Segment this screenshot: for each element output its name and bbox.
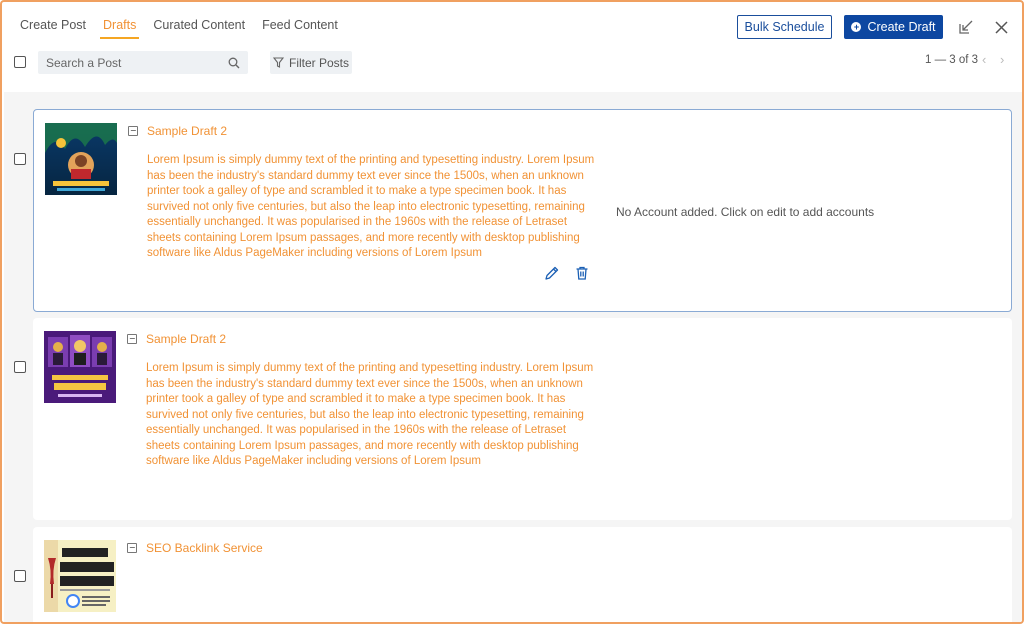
search-icon[interactable]: [228, 57, 240, 69]
filter-icon: [273, 57, 284, 68]
post-card[interactable]: [33, 318, 1012, 520]
tab-create-post[interactable]: Create Post: [20, 18, 87, 32]
post-title[interactable]: Sample Draft 2: [147, 124, 228, 138]
post-card[interactable]: [33, 109, 1012, 312]
search-box: [38, 51, 248, 74]
post-thumbnail: [44, 540, 116, 612]
post-title[interactable]: Sample Draft 2: [146, 332, 227, 346]
create-draft-label: Create Draft: [867, 20, 936, 34]
trash-icon[interactable]: [574, 265, 590, 281]
post-checkbox[interactable]: [14, 153, 26, 165]
post-title[interactable]: SEO Backlink Service: [146, 541, 263, 555]
tab-curated-content[interactable]: Curated Content: [153, 18, 246, 32]
search-input[interactable]: [46, 56, 228, 70]
create-draft-button[interactable]: [844, 15, 943, 39]
image-icon: [127, 334, 137, 344]
post-card[interactable]: [33, 527, 1012, 624]
close-icon[interactable]: [992, 18, 1010, 36]
post-body: Lorem Ipsum is simply dummy text of the printing and typesetting industry. Lorem Ipsum has been the industry's standard dummy text ever since the 1500s, when an unknown printer took a galley of type and scrambled it to make a type specimen book. It has survived not only five centuries, but also the leap into electronic typesetting, remaining essentially unchanged. It was popularised in the 1960s with the release of Letraset sheets containing Lorem Ipsum passages, and more recently with desktop publishing software like Aldus PageMaker including versions of Lorem Ipsum: [146, 362, 594, 467]
filter-label: Filter Posts: [288, 55, 349, 70]
pagination-info: 1 — 3 of 3: [925, 54, 979, 66]
export-icon[interactable]: [957, 18, 975, 36]
chevron-right-icon[interactable]: ›: [1000, 52, 1005, 67]
filter-posts-button[interactable]: [270, 51, 352, 74]
image-icon: [127, 543, 137, 553]
tab-bar: [20, 18, 338, 39]
post-checkbox[interactable]: [14, 361, 26, 373]
post-thumbnail: [45, 123, 117, 195]
tab-drafts[interactable]: Drafts: [103, 18, 136, 39]
account-status: No Account added. Click on edit to add accounts: [616, 205, 875, 219]
select-all-checkbox[interactable]: [14, 56, 26, 68]
edit-icon[interactable]: [544, 265, 560, 281]
bulk-schedule-button[interactable]: Bulk Schedule: [737, 15, 832, 39]
post-body: Lorem Ipsum is simply dummy text of the printing and typesetting industry. Lorem Ipsum has been the industry's standard dummy text ever since the 1500s, when an unknown printer took a galley of type and scrambled it to make a type specimen book. It has survived not only five centuries, but also the leap into electronic typesetting, remaining essentially unchanged. It was popularised in the 1960s with the release of Letraset sheets containing Lorem Ipsum passages, and more recently with desktop publishing software like Aldus PageMaker including versions of Lorem Ipsum: [147, 154, 595, 259]
image-icon: [128, 126, 138, 136]
plus-circle-icon: +: [851, 22, 861, 32]
post-thumbnail: [44, 331, 116, 403]
post-checkbox[interactable]: [14, 570, 26, 582]
tab-feed-content[interactable]: Feed Content: [262, 18, 338, 32]
chevron-left-icon[interactable]: ‹: [982, 52, 987, 67]
